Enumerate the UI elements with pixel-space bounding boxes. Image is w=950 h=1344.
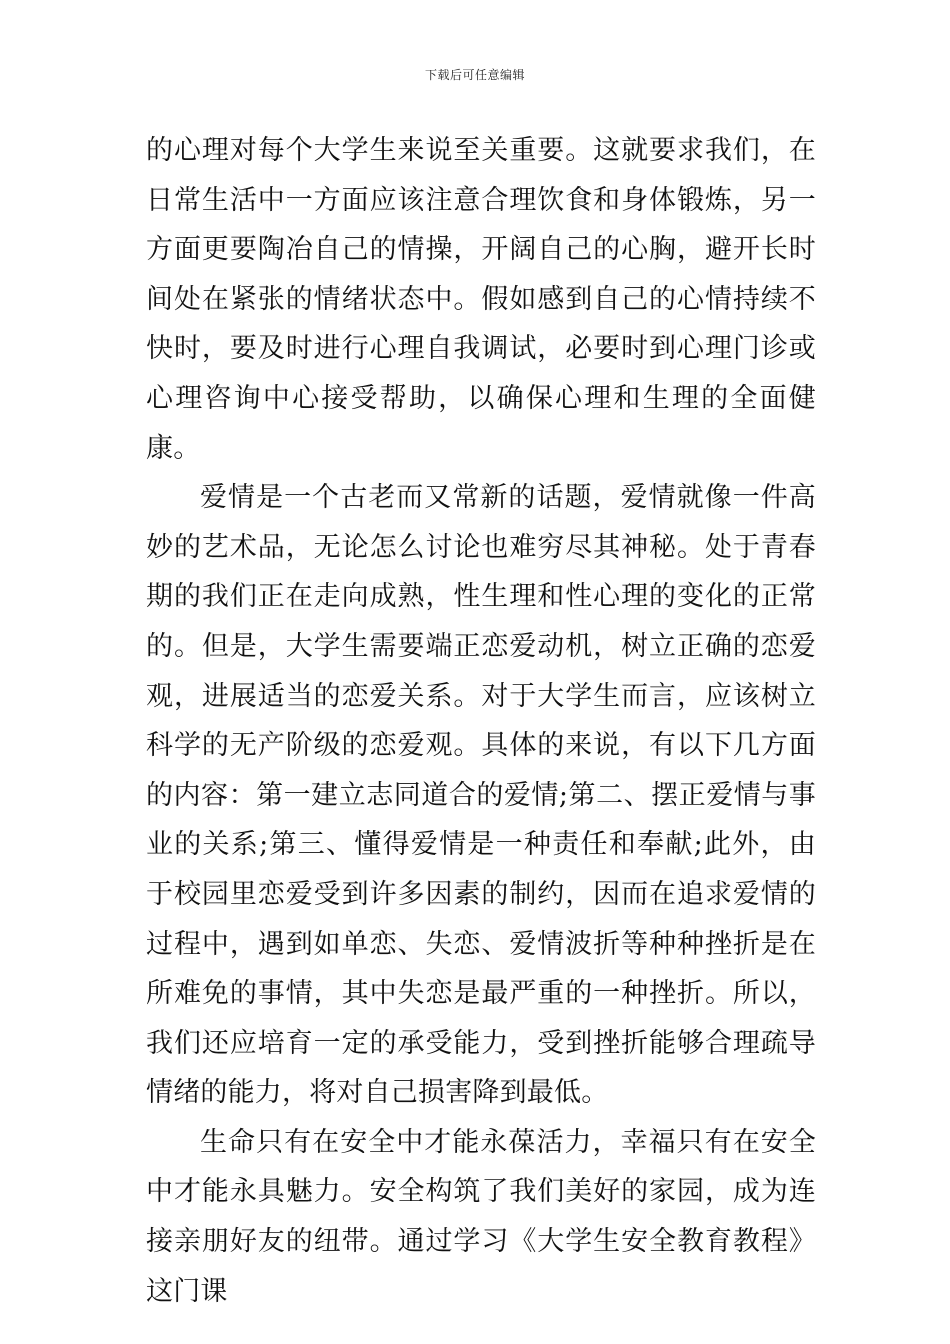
paragraph-safety: 生命只有在安全中才能永葆活力，幸福只有在安全中才能永具魅力。安全构筑了我们美好的家园，成为连接亲朋好友的纽带。通过学习《大学生安全教育教程》这门课 — [146, 1126, 816, 1307]
document-body — [146, 126, 816, 1316]
paragraph-love: 爱情是一个古老而又常新的话题，爱情就像一件高妙的艺术品，无论怎么讨论也难穷尽其神秘。处于青春期的我们正在走向成熟，性生理和性心理的变化的正常的。但是，大学生需要端正恋爱动机，树立正确的恋爱观，进展适当的恋爱关系。对于大学生而言，应该树立科学的无产阶级的恋爱观。具体的来说，有以下几方面的内容：第一建立志同道合的爱情;第二、摆正爱情与事业的关系;第三、懂得爱情是一种责任和奉献;此外，由于校园里恋爱受到许多因素的制约，因而在追求爱情的过程中，遇到如单恋、失恋、爱情波折等种种挫折是在所难免的事情，其中失恋是最严重的一种挫折。所以，我们还应培育一定的承受能力，受到挫折能够合理疏导情绪的能力，将对自己损害降到最低。 — [146, 482, 816, 1109]
header-note: 下载后可任意编辑 — [424, 68, 525, 82]
paragraph-continuation: 的心理对每个大学生来说至关重要。这就要求我们，在日常生活中一方面应该注意合理饮食和身体锻炼，另一方面更要陶冶自己的情操，开阔自己的心胸，避开长时间处在紧张的情绪状态中。假如感到自己的心情持续不快时，要及时进行心理自我调试，必要时到心理门诊或心理咨询中心接受帮助，以确保心理和生理的全面健康。 — [146, 135, 816, 464]
